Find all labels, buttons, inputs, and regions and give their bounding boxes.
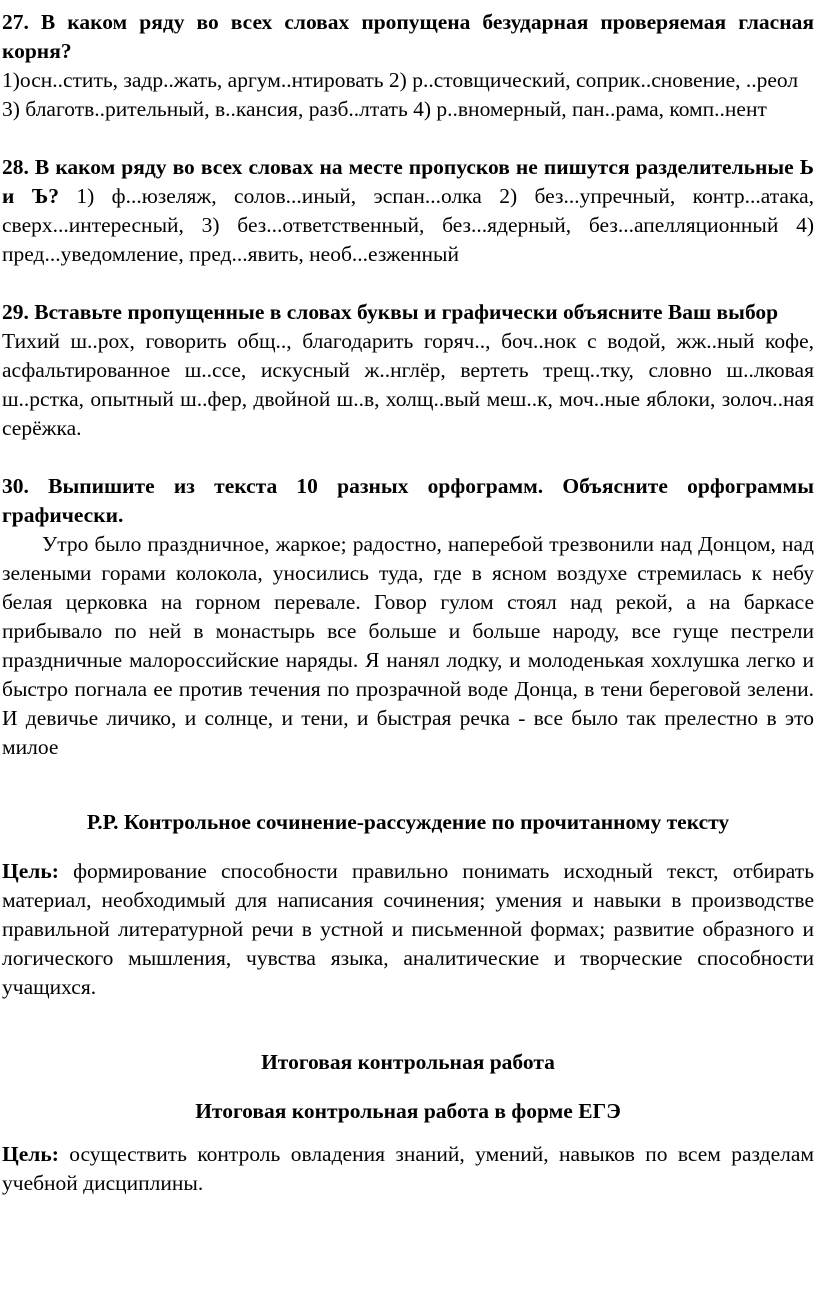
final-goal-label: Цель: <box>2 1142 59 1166</box>
question-30-passage: Утро было праздничное, жаркое; радостно, наперебой трезвонили над Донцом, над зелеными горами колокола, уносились туда, где в ясном воздухе стремилась к небу белая церковка на горном перевале. Говор гулом стоял над рекой, а на баркасе прибывало по ней в монастырь все больше и больше народу, все гуще пестрели праздничные малороссийские наряды. Я нанял лодку, и молоденькая хохлушка легко и быстро погнала ее против течения по прозрачной воде Донца, в тени береговой зелени. И девичье личико, и солнце, и тени, и быстрая речка - все было так прелестно в это милое <box>2 532 814 759</box>
essay-goal-label: Цель: <box>2 859 59 883</box>
essay-goal <box>2 857 814 1002</box>
essay-title: Р.Р. Контрольное сочинение-рассуждение по прочитанному тексту <box>86 810 730 834</box>
question-29-title: 29. Вставьте пропущенные в словах буквы и графически объясните Ваш выбор <box>2 300 779 324</box>
question-27 <box>2 8 814 124</box>
final-test-section <box>2 1048 814 1198</box>
question-29-words: Тихий ш..рох, говорить общ.., благодарить горяч.., боч..нок с водой, жж..ный кофе, асфальтированное ш..ссе, искусный ж..нглёр, вертеть трещ..тку, словно ш..лковая ш..рстка, опытный ш..фер, двойной ш..в, холщ..вый меш..к, моч..ные яблоки, золоч..ная серёжка. <box>2 329 814 440</box>
question-28 <box>2 153 814 269</box>
question-28-options: 1) ф...юзеляж, солов...иный, эспан...олка 2) без...упречный, контр...атака, сверх...интересный, 3) без...ответственный, без...ядерный, без...апелляционный 4) пред...уведомление, пред...явить, необ...езженный <box>2 184 815 266</box>
essay-goal-text: формирование способности правильно понимать исходный текст, отбирать материал, необходимый для написания сочинения; умения и навыки в производстве правильной литературной речи в устной и письменной формах; развитие образного и логического мышления, чувства языка, аналитические и творческие способности учащихся. <box>2 859 814 999</box>
question-27-title: 27. В каком ряду во всех словах пропущена безударная проверяемая гласная корня? <box>2 10 814 63</box>
question-29 <box>2 298 814 443</box>
final-test-subtitle: Итоговая контрольная работа в форме ЕГЭ <box>195 1099 621 1123</box>
question-27-options-2: 3) благотв..рительный, в..кансия, разб..лтать 4) р..вномерный, пан..рама, комп..нент <box>2 97 767 121</box>
final-test-title: Итоговая контрольная работа <box>261 1050 555 1074</box>
final-goal-text: осуществить контроль овладения знаний, умений, навыков по всем разделам учебной дисциплины. <box>2 1142 814 1195</box>
question-27-options-1: 1)осн..стить, задр..жать, аргум..нтировать 2) р..стовщический, соприк..сновение, ..реол <box>2 68 799 92</box>
essay-section <box>2 808 814 1002</box>
question-28-title: 28. В каком ряду во всех словах на месте пропусков не пишутся разделительные Ь и Ъ? <box>2 155 814 208</box>
question-30 <box>2 472 814 762</box>
question-30-title: 30. Выпишите из текста 10 разных орфограмм. Объясните орфограммы графически. <box>2 474 814 527</box>
final-test-goal <box>2 1140 814 1198</box>
question-28-text <box>2 153 814 269</box>
